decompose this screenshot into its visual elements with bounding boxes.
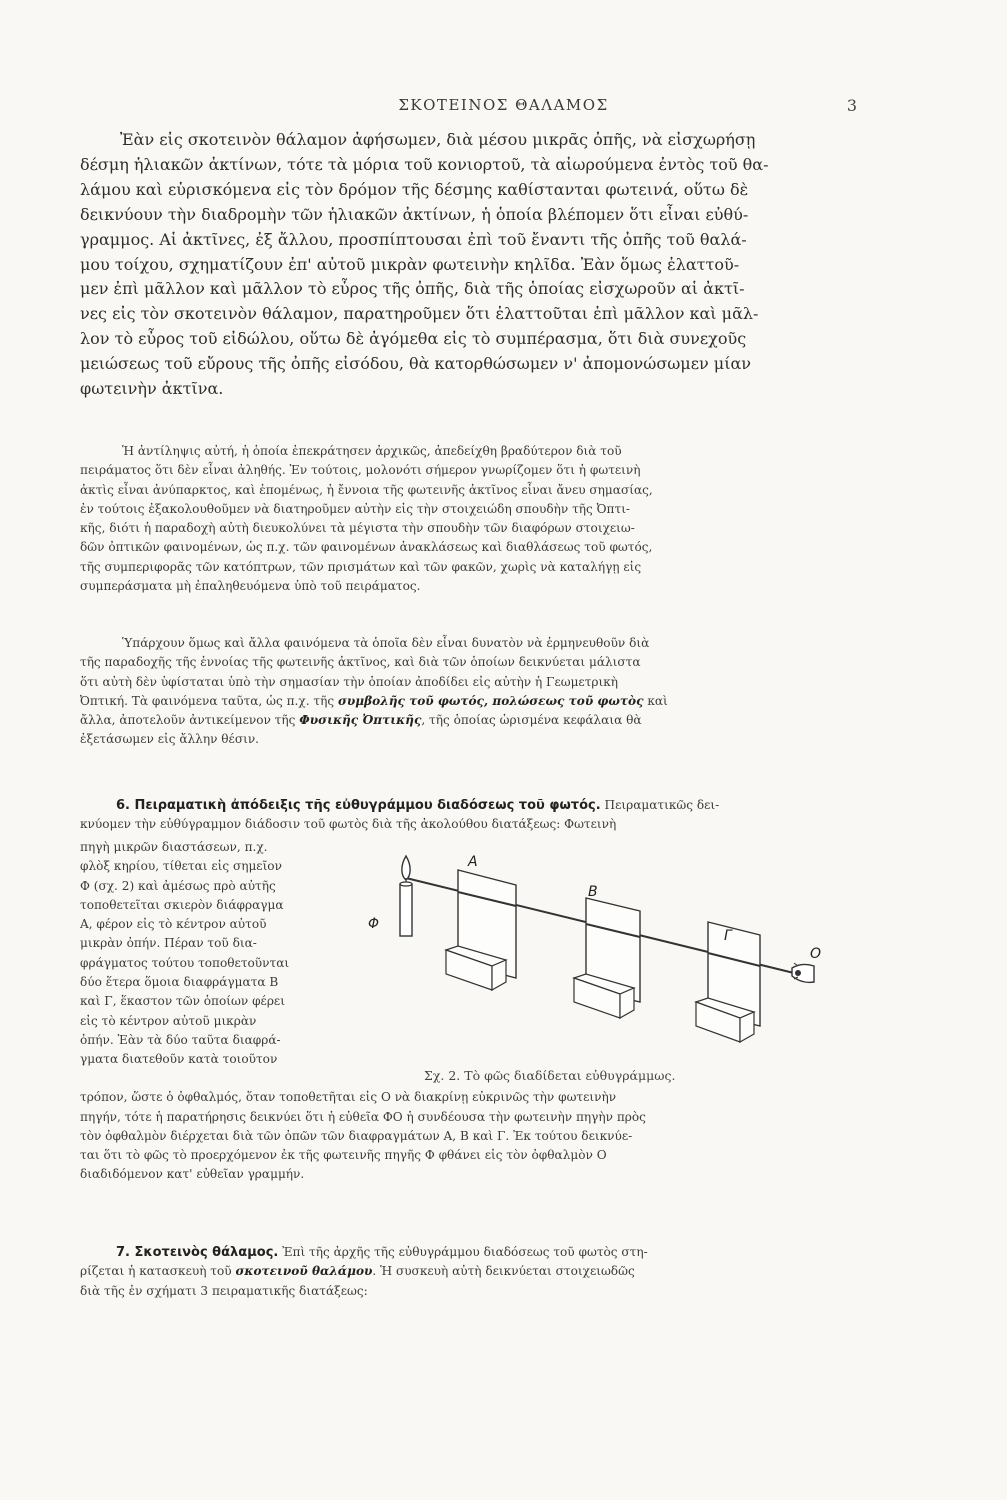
running-header: ΣΚΟΤΕΙΝΟΣ ΘΑΛΑΜΟΣ [398,96,609,114]
section-6-intro [80,796,930,835]
section-6-wrap-column [80,838,362,1070]
emphasis-term: Φυσικῆς Ὀπτικῆς [299,713,422,728]
text-line: διαδιδόμενον κατ' εὐθεῖαν γραμμήν. [80,1167,305,1182]
text-line: ὅτι αὐτὴ δὲν ὑφίσταται ὑπὸ τὴν σημασίαν τὴν ὁποίαν ἀποδίδει εἰς αὐτὴν ἡ Γεωμετρικὴ [80,674,619,689]
section-heading: 6. Πειραματικὴ ἀπόδειξις τῆς εὐθυγράμμου διαδόσεως τοῦ φωτός. [116,798,601,813]
text-line: δύο ἕτερα ὅμοια διαφράγματα Β [80,975,279,990]
text-line: λον τὸ εὖρος τοῦ εἰδώλου, οὕτω δὲ ἀγόμεθα εἰς τὸ συμπέρασμα, ὅτι διὰ συνεχοῦς [80,329,747,349]
text-span: Ὀπτική. Τὰ φαινόμενα ταῦτα, ὡς π.χ. τῆς [80,693,335,708]
text-line: Α, φέρον εἰς τὸ κέντρον αὐτοῦ [80,917,267,932]
text-line: πηγὴ μικρῶν διαστάσεων, π.χ. [80,840,268,854]
section-6-tail [80,1069,930,1185]
figure-2-diagram [368,850,838,1060]
text-line: τῆς παραδοχῆς τῆς ἐννοίας τῆς φωτεινῆς ἀκτῖνος, καὶ διὰ τῶν ὁποίων δεικνύεται μάλιστα [80,655,641,670]
text-line: τῆς συμπεριφορᾶς τῶν κατόπτρων, τῶν πρισμάτων καὶ τῶν φακῶν, χωρὶς νὰ καταλήγῃ εἰς [80,559,642,574]
text-line: Φ (σχ. 2) καὶ ἀμέσως πρὸ αὐτῆς [80,878,276,893]
text-line: τὸν ὀφθαλμὸν διέρχεται διὰ τῶν ὀπῶν τῶν διαφραγμάτων Α, Β καὶ Γ. Ἐκ τούτου δεικνύε- [80,1128,633,1143]
text-span: καὶ [647,693,668,708]
text-line: πηγήν, τότε ἡ παρατήρησις δεικνύει ὅτι ἡ εὐθεῖα ΦΟ ἡ συνδέουσα τὴν φωτεινὴν πηγὴν πρὸς [80,1109,646,1124]
text-line [80,1243,930,1262]
figure-caption: Σχ. 2. Τὸ φῶς διαδίδεται εὐθυγράμμως. [424,1068,676,1083]
diaphragm-a [446,870,516,990]
text-line: δεικνύουν τὴν διαδρομὴν τῶν ἡλιακῶν ἀκτίνων, ἡ ὁποία βλέπομεν ὅτι εἶναι εὐθύ- [80,204,749,224]
text-line: Ἐὰν εἰς σκοτεινὸν θάλαμον ἀφήσωμεν, διὰ μέσου μικρᾶς ὀπῆς, νὰ εἰσχωρήσῃ [120,130,756,149]
text-line: ἐν τούτοις ἐξακολουθοῦμεν νὰ διατηροῦμεν αὐτὴν εἰς τὴν στοιχειώδη σπουδὴν τῆς Ὀπτι- [80,501,631,516]
label-o: Ο [810,946,822,962]
text-line: εἰς τὸ κέντρον αὐτοῦ μικρὰν [80,1013,257,1028]
text-line: τρόπον, ὥστε ὁ ὀφθαλμός, ὅταν τοποθετῆται εἰς Ο νὰ διακρίνῃ εὐκρινῶς τὴν φωτεινὴν [80,1090,617,1105]
label-phi: Φ [368,916,380,932]
eye-icon [792,963,814,982]
text-line [80,692,930,711]
text-line: Ὑπάρχουν ὅμως καὶ ἄλλα φαινόμενα τὰ ὁποῖα δὲν εἶναι δυνατὸν νὰ ἑρμηνευθοῦν διὰ [122,636,650,650]
paragraph-physical-optics [80,634,930,750]
text-line: γραμμος. Αἱ ἀκτῖνες, ἐξ ἄλλου, προσπίπτουσαι ἐπὶ τοῦ ἔναντι τῆς ὀπῆς τοῦ θαλά- [80,229,747,249]
text-line: μικρὰν ὀπήν. Πέραν τοῦ δια- [80,936,257,951]
text-span: , τῆς ὁποίας ὡρισμένα κεφάλαια θὰ [421,713,642,728]
text-line: δέσμη ἡλιακῶν ἀκτίνων, τότε τὰ μόρια τοῦ κονιορτοῦ, τὰ αἰωρούμενα ἐντὸς τοῦ θα- [80,154,769,174]
text-line: γματα διατεθοῦν κατὰ τοιοῦτον [80,1052,278,1067]
text-line: Ἡ ἀντίληψις αὐτή, ἡ ὁποία ἐπεκράτησεν ἀρχικῶς, ἀπεδείχθη βραδύτερον διὰ τοῦ [122,444,622,458]
text-span: . Ἡ συσκευὴ αὐτὴ δεικνύεται στοιχειωδῶς [372,1264,635,1279]
text-span: Ἐπὶ τῆς ἀρχῆς τῆς εὐθυγράμμου διαδόσεως τοῦ φωτὸς στη- [282,1245,648,1259]
text-line: τοποθετεῖται σκιερὸν διάφραγμα [80,897,284,912]
label-b: Β [588,884,598,900]
diaphragm-b [574,898,640,1018]
text-line: ἐξετάσωμεν εἰς ἄλλην θέσιν. [80,732,260,747]
text-span: ρίζεται ἡ κατασκευὴ τοῦ [80,1264,232,1279]
label-g: Γ [724,928,732,944]
text-span: ἄλλα, ἀποτελοῦν ἀντικείμενον τῆς [80,713,296,728]
emphasis-term: σκοτεινοῦ θαλάμου [235,1264,373,1279]
label-a: Α [468,854,478,870]
section-heading: 7. Σκοτεινὸς θάλαμος. [116,1245,279,1260]
text-line: ἀκτὶς εἶναι ἀνύπαρκτος, καὶ ἐπομένως, ἡ ἔννοια τῆς φωτεινῆς ἀκτῖνος εἶναι ἄνευ σημασίας, [80,482,653,497]
paragraph-note [80,442,930,596]
text-line: φράγματος τούτου τοποθετοῦνται [80,955,290,970]
text-line: δῶν ὀπτικῶν φαινομένων, ὡς π.χ. τῶν φαινομένων ἀνακλάσεως καὶ διαθλάσεως τοῦ φωτός, [80,540,653,555]
text-line: συμπεράσματα μὴ ἐπαληθευόμενα ὑπὸ τοῦ πειράματος. [80,579,421,594]
text-line: διὰ τῆς ἐν σχήματι 3 πειραματικῆς διατάξεως: [80,1283,368,1298]
emphasis-term: συμβολῆς τοῦ φωτός, πολώσεως τοῦ φωτὸς [337,693,644,708]
text-line: κνύομεν τὴν εὐθύγραμμον διάδοσιν τοῦ φωτὸς διὰ τῆς ἀκολούθου διατάξεως: Φωτεινὴ [80,817,617,832]
paragraph-intro [80,128,930,402]
text-line: φωτεινὴν ἀκτῖνα. [80,379,224,399]
text-line [80,1262,930,1281]
text-line: μου τοίχου, σχηματίζουν ἐπ' αὐτοῦ μικρὰν φωτεινὴν κηλῖδα. Ἐὰν ὅμως ἐλαττοῦ- [80,254,740,274]
text-span: Πειραματικῶς δει- [604,798,720,812]
text-line: κῆς, διότι ἡ παραδοχὴ αὐτὴ διευκολύνει τὰ μέγιστα τὴν σπουδὴν τῶν διαφόρων στοιχειω- [80,521,635,536]
text-line [80,796,930,815]
text-line: λάμου καὶ εὑρισκόμενα εἰς τὸν δρόμον τῆς δέσμης καθίστανται φωτεινά, οὕτω δὲ [80,179,749,199]
page-number: 3 [846,96,857,115]
text-line: καὶ Γ, ἕκαστον τῶν ὁποίων φέρει [80,994,285,1009]
text-line: πειράματος ὅτι δὲν εἶναι ἀληθής. Ἐν τούτοις, μολονότι σήμερον γνωρίζομεν ὅτι ἡ φωτεινὴ [80,463,641,478]
section-7 [80,1243,930,1301]
text-line: φλὸξ κηρίου, τίθεται εἰς σημεῖον [80,859,282,874]
candle-icon [400,856,412,936]
text-line: ται ὅτι τὸ φῶς τὸ προερχόμενον ἐκ τῆς φωτεινῆς πηγῆς Φ φθάνει εἰς τὸν ὀφθαλμὸν Ο [80,1148,607,1163]
text-line: μεν ἐπὶ μᾶλλον καὶ μᾶλλον τὸ εὖρος τῆς ὀπῆς, διὰ τῆς ὁποίας εἰσχωροῦν αἱ ἀκτῖ- [80,279,745,299]
text-line: ὀπήν. Ἐὰν τὰ δύο ταῦτα διαφρά- [80,1032,281,1047]
text-line: νες εἰς τὸν σκοτεινὸν θάλαμον, παρατηροῦμεν ὅτι ἐλαττοῦται ἐπὶ μᾶλλον καὶ μᾶλ- [80,304,759,324]
text-line [80,711,930,730]
text-line: μειώσεως τοῦ εὔρους τῆς ὀπῆς εἰσόδου, θὰ κατορθώσωμεν ν' ἀπομονώσωμεν μίαν [80,354,751,374]
